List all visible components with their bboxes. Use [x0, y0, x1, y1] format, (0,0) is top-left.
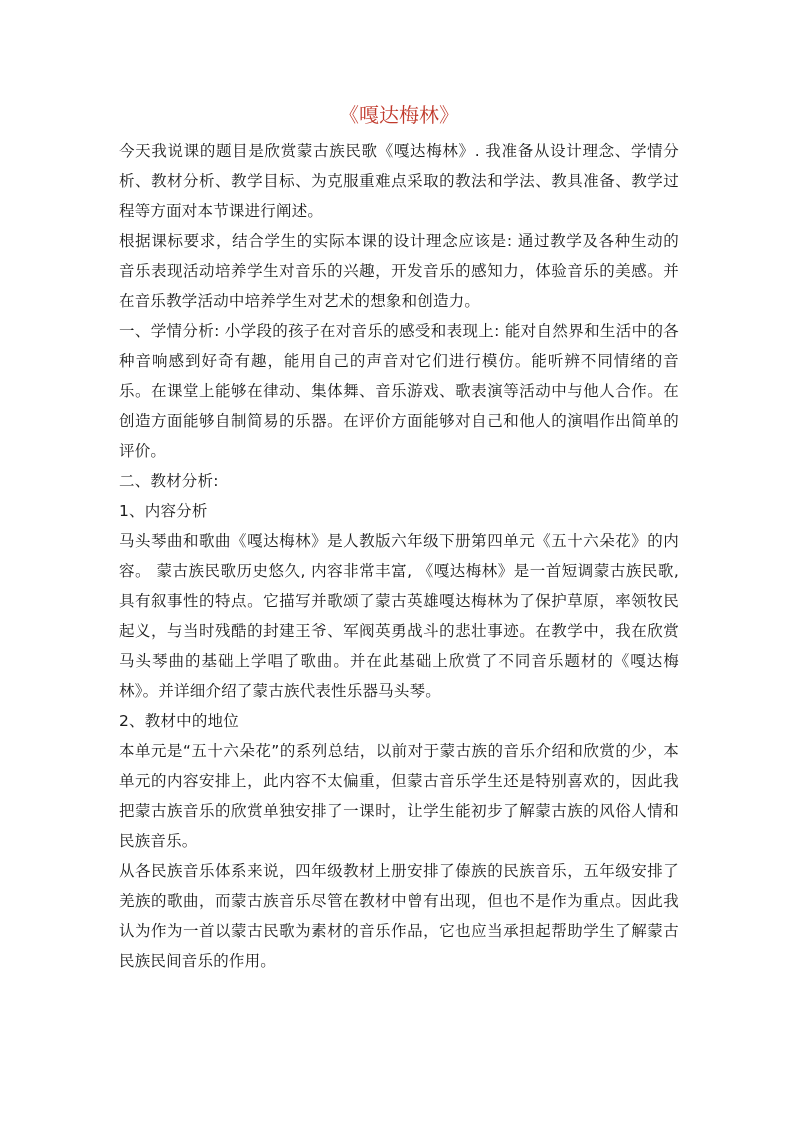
section-heading-material-analysis: 二、教材分析: — [119, 472, 219, 490]
paragraph-intro: 今天我说课的题目是欣赏蒙古族民歌《嘎达梅林》. 我准备从设计理念、学情分析、教材分析、教学目标、为克服重难点采取的教法和学法、教具准备、教学过程等方面对本节课进行阐述。 — [119, 142, 679, 220]
document-page — [119, 100, 679, 976]
paragraph-design-concept: 根据课标要求，结合学生的实际本课的设计理念应该是: 通过教学及各种生动的音乐表现活动培养学生对音乐的兴趣，开发音乐的感知力，体验音乐的美感。并在音乐教学活动中培养学生对艺术的想象和创造力。 — [119, 232, 679, 310]
paragraph-ethnic-music-system: 从各民族音乐体系来说，四年级教材上册安排了傣族的民族音乐，五年级安排了羌族的歌曲，而蒙古族音乐尽管在教材中曾有出现，但也不是作为重点。因此我认为作为一首以蒙古民歌为素材的音乐作品，它也应当承担起帮助学生了解蒙古民族民间音乐的作用。 — [119, 862, 679, 970]
document-title: 《嘎达梅林》 — [339, 103, 459, 127]
paragraph-content-analysis: 马头琴曲和歌曲《嘎达梅林》是人教版六年级下册第四单元《五十六朵花》的内容。 蒙古族民歌历史悠久, 内容非常丰富, 《嘎达梅林》是一首短调蒙古族民歌, 具有叙事性的特点。它描写并歌颂了蒙古英雄嘎达梅林为了保护草原，率领牧民起义，与当时残酷的封建王爷、军阀英勇战斗的悲壮事迹。在教学中，我在欣赏马头琴曲的基础上学唱了歌曲。并在此基础上欣赏了不同音乐题材的《嘎达梅林》。并详细介绍了蒙古族代表性乐器马头琴。 — [119, 532, 679, 700]
paragraph-learner-analysis: 一、学情分析: 小学段的孩子在对音乐的感受和表现上: 能对自然界和生活中的各种音响感到好奇有趣，能用自己的声音对它们进行模仿。能听辨不同情绪的音乐。在课堂上能够在律动、集体舞、音乐游戏、歌表演等活动中与他人合作。在创造方面能够自制简易的乐器。在评价方面能够对自己和他人的演唱作出简单的评价。 — [119, 322, 679, 460]
paragraph-unit-summary: 本单元是“五十六朵花”的系列总结，以前对于蒙古族的音乐介绍和欣赏的少，本单元的内容安排上，此内容不太偏重，但蒙古音乐学生还是特别喜欢的，因此我把蒙古族音乐的欣赏单独安排了一课时，让学生能初步了解蒙古族的风俗人情和民族音乐。 — [119, 742, 679, 850]
subheading-material-position: 2、教材中的地位 — [119, 712, 239, 730]
subheading-content-analysis: 1、内容分析 — [119, 502, 208, 520]
